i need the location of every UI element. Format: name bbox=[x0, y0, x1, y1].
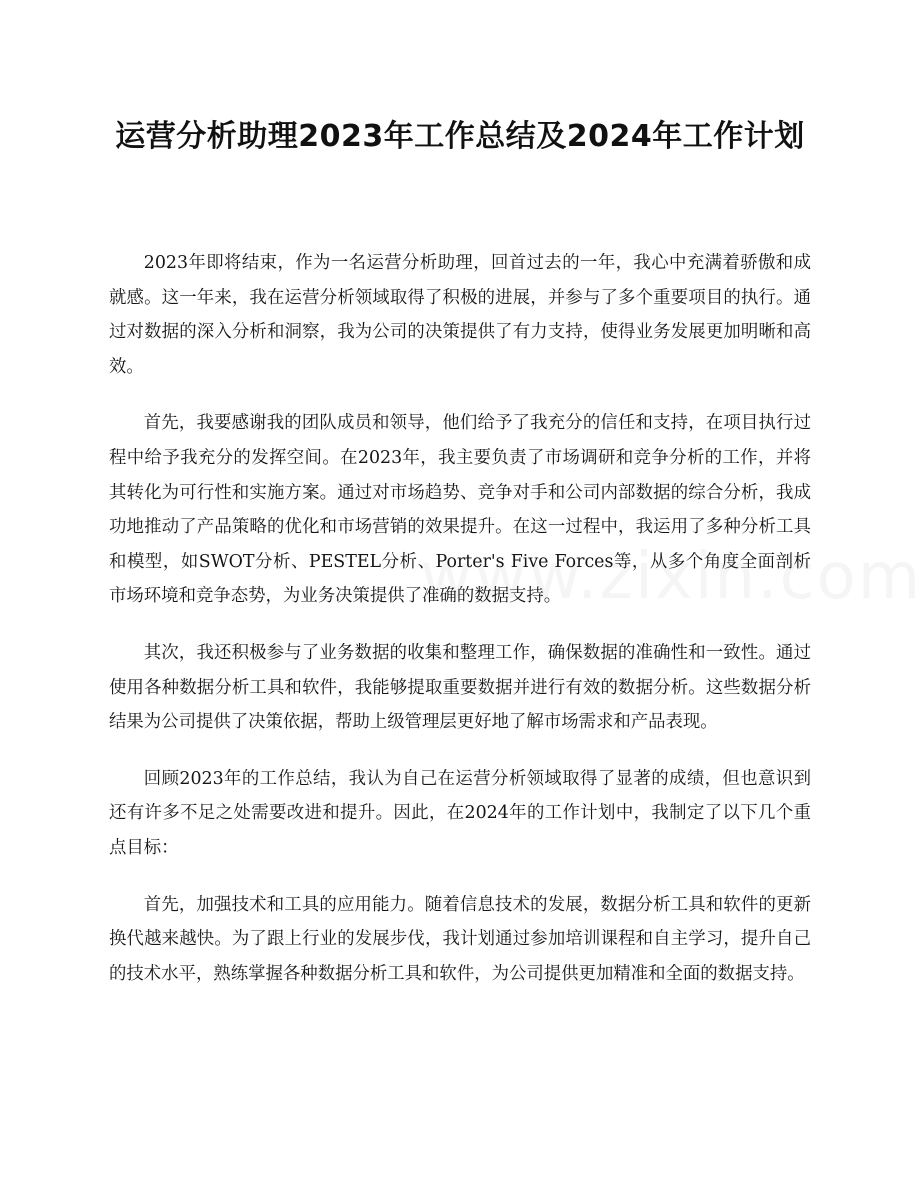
paragraph-review: 回顾2023年的工作总结，我认为自己在运营分析领域取得了显著的成绩，但也意识到还有许多不足之处需要改进和提升。因此，在2024年的工作计划中，我制定了以下几个重点目标： bbox=[109, 768, 811, 858]
paragraph-data-work: 其次，我还积极参与了业务数据的收集和整理工作，确保数据的准确性和一致性。通过使用各种数据分析工具和软件，我能够提取重要数据并进行有效的数据分析。这些数据分析结果为公司提供了决策依据，帮助上级管理层更好地了解市场需求和产品表现。 bbox=[109, 642, 811, 733]
paragraph-goal-one: 首先，加强技术和工具的应用能力。随着信息技术的发展，数据分析工具和软件的更新换代越来越快。为了跟上行业的发展步伐，我计划通过参加培训课程和自主学习，提升自己的技术水平，熟练掌握各种数据分析工具和软件，为公司提供更加精准和全面的数据支持。 bbox=[109, 894, 811, 984]
paragraph-intro: 2023年即将结束，作为一名运营分析助理，回首过去的一年，我心中充满着骄傲和成就感。这一年来，我在运营分析领域取得了积极的进展，并参与了多个重要项目的执行。通过对数据的深入分析和洞察，我为公司的决策提供了有力支持，使得业务发展更加明晰和高效。 bbox=[109, 253, 811, 377]
document-title: 运营分析助理2023年工作总结及2024年工作计划 bbox=[115, 119, 805, 154]
paragraph-thanks: 首先，我要感谢我的团队成员和领导，他们给予了我充分的信任和支持，在项目执行过程中给予我充分的发挥空间。在2023年，我主要负责了市场调研和竞争分析的工作，并将其转化为可行性和实施方案。通过对市场趋势、竞争对手和公司内部数据的综合分析，我成功地推动了产品策略的优化和市场营销的效果提升。在这一过程中，我运用了多种分析工具和模型，如SWOT分析、PESTEL分析、Porter's Five Forces等，从多个角度全面剖析市场环境和竞争态势，为业务决策提供了准确的数据支持。 bbox=[109, 413, 811, 607]
document-body bbox=[109, 246, 811, 1013]
